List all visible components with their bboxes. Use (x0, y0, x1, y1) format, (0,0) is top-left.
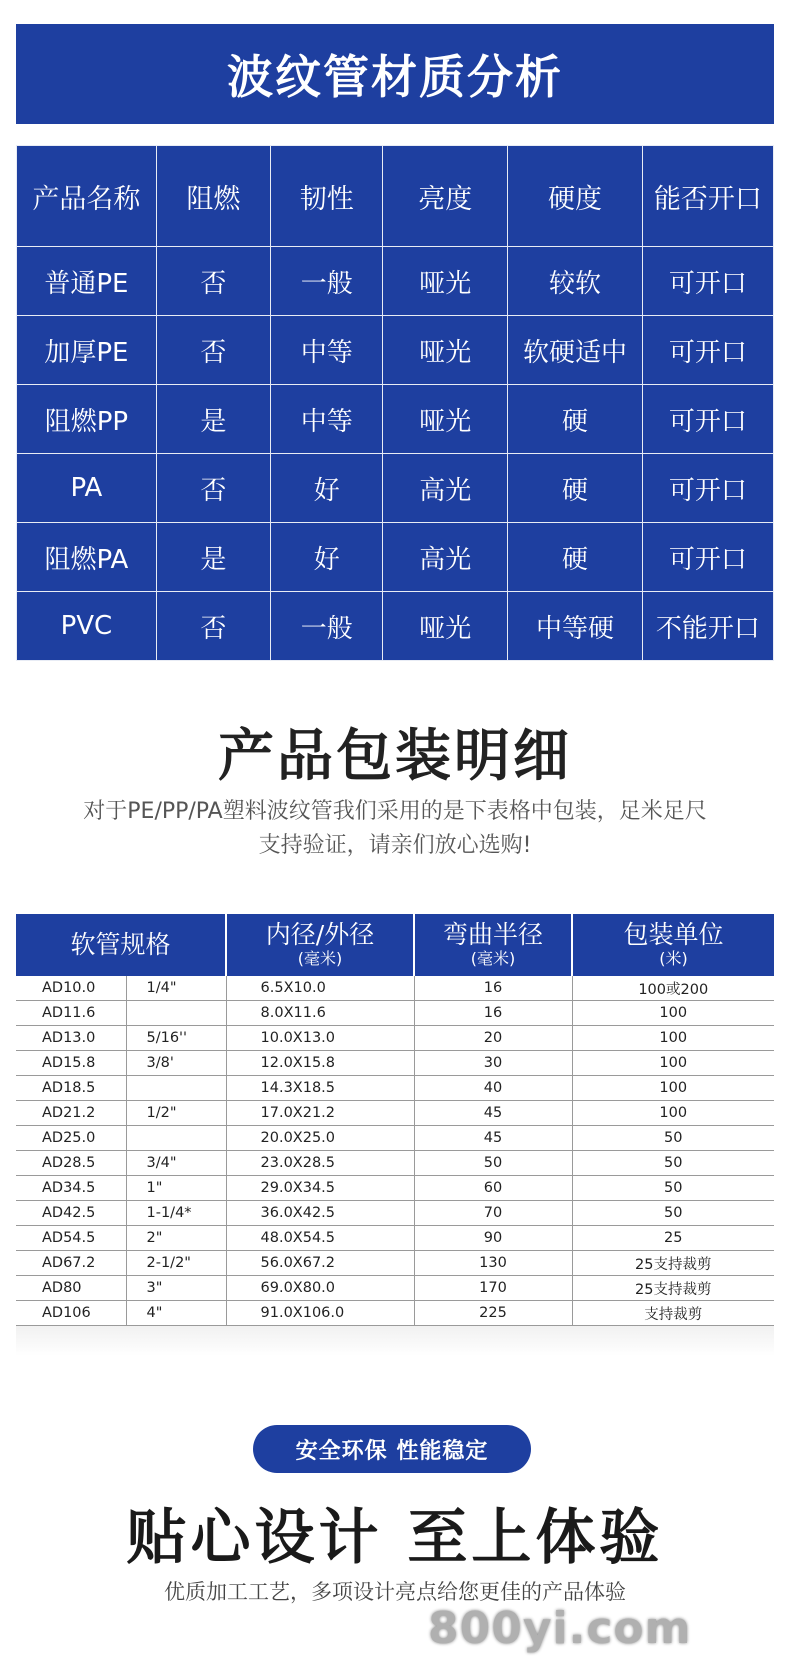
spec-cell: 25支持裁剪 (572, 1276, 774, 1301)
material-cell: 硬 (508, 454, 642, 523)
spec-cell: 45 (414, 1101, 572, 1126)
spec-table-wrapper (16, 914, 774, 1356)
watermark-logo: 800yi.com (428, 1603, 692, 1654)
spec-header-cell (16, 914, 226, 976)
spec-cell: 45 (414, 1126, 572, 1151)
spec-cell: 3/8' (126, 1051, 226, 1076)
material-cell: 哑光 (383, 316, 508, 385)
spec-cell: 16 (414, 1001, 572, 1026)
spec-cell: 100 (572, 1076, 774, 1101)
spec-header-unit: (毫米) (470, 949, 516, 968)
table-row (17, 454, 774, 523)
spec-header-label: 包装单位 (623, 920, 724, 949)
spec-header-cell (572, 914, 774, 976)
spec-cell: 225 (414, 1301, 572, 1326)
spec-header-unit: (米) (659, 949, 688, 968)
spec-cell: 4" (126, 1301, 226, 1326)
spec-cell: 3/4" (126, 1151, 226, 1176)
material-analysis-table (16, 145, 774, 661)
material-cell: 阻燃PA (17, 523, 157, 592)
spec-cell: 70 (414, 1201, 572, 1226)
packing-description (40, 795, 750, 863)
spec-cell: 25支持裁剪 (572, 1251, 774, 1276)
table-row (16, 1301, 774, 1326)
spec-cell: AD11.6 (16, 1001, 126, 1026)
spec-cell: 91.0X106.0 (226, 1301, 414, 1326)
material-header-cell: 亮度 (383, 146, 508, 247)
material-cell: 可开口 (642, 316, 773, 385)
spec-cell: AD21.2 (16, 1101, 126, 1126)
table-row (16, 1251, 774, 1276)
material-cell: 哑光 (383, 385, 508, 454)
spec-cell: AD34.5 (16, 1176, 126, 1201)
material-cell: 否 (156, 316, 270, 385)
spec-cell: 48.0X54.5 (226, 1226, 414, 1251)
spec-cell: 56.0X67.2 (226, 1251, 414, 1276)
material-cell: 一般 (271, 247, 383, 316)
spec-header-unit: (毫米) (297, 949, 343, 968)
packing-desc-line: 对于PE/PP/PA塑料波纹管我们采用的是下表格中包装，足米足尺 (83, 799, 707, 824)
material-cell: 可开口 (642, 523, 773, 592)
material-cell: 可开口 (642, 454, 773, 523)
spec-cell: 25 (572, 1226, 774, 1251)
spec-cell: 8.0X11.6 (226, 1001, 414, 1026)
spec-cell: 20 (414, 1026, 572, 1051)
spec-cell: 17.0X21.2 (226, 1101, 414, 1126)
material-cell: 普通PE (17, 247, 157, 316)
table-row (17, 592, 774, 661)
spec-cell: 170 (414, 1276, 572, 1301)
spec-cell: 2" (126, 1226, 226, 1251)
table-row (16, 1001, 774, 1026)
material-cell: 加厚PE (17, 316, 157, 385)
table-row (16, 1176, 774, 1201)
spec-cell: AD28.5 (16, 1151, 126, 1176)
packing-spec-table (16, 914, 774, 1326)
material-cell: 阻燃PP (17, 385, 157, 454)
spec-cell: 100 (572, 1026, 774, 1051)
table-row (16, 976, 774, 1001)
spec-cell: 100 (572, 1051, 774, 1076)
spec-cell: 10.0X13.0 (226, 1026, 414, 1051)
spec-cell: 30 (414, 1051, 572, 1076)
table-row (16, 1101, 774, 1126)
spec-cell: AD42.5 (16, 1201, 126, 1226)
material-cell: 较软 (508, 247, 642, 316)
spec-cell: 50 (572, 1201, 774, 1226)
material-cell: 高光 (383, 523, 508, 592)
page-title: 波纹管材质分析 (16, 24, 774, 124)
spec-header-label: 软管规格 (70, 930, 171, 959)
spec-cell: AD15.8 (16, 1051, 126, 1076)
table-row (16, 1051, 774, 1076)
table-row (17, 523, 774, 592)
material-cell: 高光 (383, 454, 508, 523)
spec-cell: 36.0X42.5 (226, 1201, 414, 1226)
design-heading: 贴心设计 至上体验 (126, 1503, 664, 1573)
material-header-cell: 阻燃 (156, 146, 270, 247)
spec-cell: 29.0X34.5 (226, 1176, 414, 1201)
material-cell: 硬 (508, 523, 642, 592)
spec-cell: 16 (414, 976, 572, 1001)
spec-cell: 支持裁剪 (572, 1301, 774, 1326)
spec-cell: AD106 (16, 1301, 126, 1326)
material-cell: 是 (156, 385, 270, 454)
spec-table-body (16, 976, 774, 1326)
material-cell: 软硬适中 (508, 316, 642, 385)
spec-cell: AD54.5 (16, 1226, 126, 1251)
design-description: 优质加工工艺，多项设计亮点给您更佳的产品体验 (164, 1580, 626, 1604)
spec-cell: 69.0X80.0 (226, 1276, 414, 1301)
spec-cell: AD10.0 (16, 976, 126, 1001)
spec-cell: 1-1/4* (126, 1201, 226, 1226)
material-cell: 不能开口 (642, 592, 773, 661)
spec-cell: 1" (126, 1176, 226, 1201)
material-cell: 中等硬 (508, 592, 642, 661)
spec-cell: 50 (572, 1176, 774, 1201)
spec-cell: 90 (414, 1226, 572, 1251)
spec-cell: 3" (126, 1276, 226, 1301)
spec-cell: 2-1/2" (126, 1251, 226, 1276)
table-row (16, 1151, 774, 1176)
spec-cell: AD67.2 (16, 1251, 126, 1276)
material-cell: PA (17, 454, 157, 523)
packing-desc-line: 支持验证，请亲们放心选购! (258, 833, 532, 858)
spec-header-label: 弯曲半径 (443, 920, 544, 949)
spec-cell (126, 1076, 226, 1101)
spec-cell: AD13.0 (16, 1026, 126, 1051)
spec-cell: 100 (572, 1101, 774, 1126)
spec-cell: AD80 (16, 1276, 126, 1301)
material-cell: 哑光 (383, 247, 508, 316)
spec-cell: 40 (414, 1076, 572, 1101)
material-header-cell: 韧性 (271, 146, 383, 247)
material-table-header (17, 146, 774, 247)
spec-cell (126, 1126, 226, 1151)
spec-cell: 60 (414, 1176, 572, 1201)
spec-cell: 12.0X15.8 (226, 1051, 414, 1076)
spec-header-label: 内径/外径 (265, 920, 375, 949)
spec-table-header (16, 914, 774, 976)
material-table-body (17, 247, 774, 661)
spec-cell (126, 1001, 226, 1026)
spec-header-cell (414, 914, 572, 976)
table-row (17, 247, 774, 316)
spec-cell: 6.5X10.0 (226, 976, 414, 1001)
material-cell: 一般 (271, 592, 383, 661)
packing-heading: 产品包装明细 (218, 724, 572, 789)
table-row (17, 385, 774, 454)
material-cell: 中等 (271, 316, 383, 385)
spec-cell: 100 (572, 1001, 774, 1026)
spec-cell: AD25.0 (16, 1126, 126, 1151)
material-cell: 否 (156, 454, 270, 523)
table-row (16, 1276, 774, 1301)
table-row (16, 1201, 774, 1226)
material-cell: 否 (156, 592, 270, 661)
material-cell: PVC (17, 592, 157, 661)
material-cell: 哑光 (383, 592, 508, 661)
table-row (16, 1076, 774, 1101)
table-row (16, 1126, 774, 1151)
material-cell: 可开口 (642, 385, 773, 454)
material-header-cell: 硬度 (508, 146, 642, 247)
material-cell: 可开口 (642, 247, 773, 316)
spec-cell: 23.0X28.5 (226, 1151, 414, 1176)
material-header-cell: 产品名称 (17, 146, 157, 247)
spec-cell: 1/2" (126, 1101, 226, 1126)
table-shadow (16, 1326, 774, 1356)
spec-cell: 5/16'' (126, 1026, 226, 1051)
material-cell: 否 (156, 247, 270, 316)
spec-cell: 20.0X25.0 (226, 1126, 414, 1151)
table-row (16, 1026, 774, 1051)
table-row (17, 316, 774, 385)
material-cell: 中等 (271, 385, 383, 454)
spec-cell: 100或200 (572, 976, 774, 1001)
table-row (16, 1226, 774, 1251)
spec-cell: 50 (572, 1126, 774, 1151)
material-cell: 硬 (508, 385, 642, 454)
material-cell: 好 (271, 523, 383, 592)
feature-badge: 安全环保 性能稳定 (253, 1425, 531, 1473)
spec-cell: AD18.5 (16, 1076, 126, 1101)
material-header-cell: 能否开口 (642, 146, 773, 247)
material-cell: 是 (156, 523, 270, 592)
material-cell: 好 (271, 454, 383, 523)
spec-cell: 14.3X18.5 (226, 1076, 414, 1101)
spec-cell: 1/4" (126, 976, 226, 1001)
spec-cell: 50 (414, 1151, 572, 1176)
spec-cell: 50 (572, 1151, 774, 1176)
spec-header-cell (226, 914, 414, 976)
spec-cell: 130 (414, 1251, 572, 1276)
